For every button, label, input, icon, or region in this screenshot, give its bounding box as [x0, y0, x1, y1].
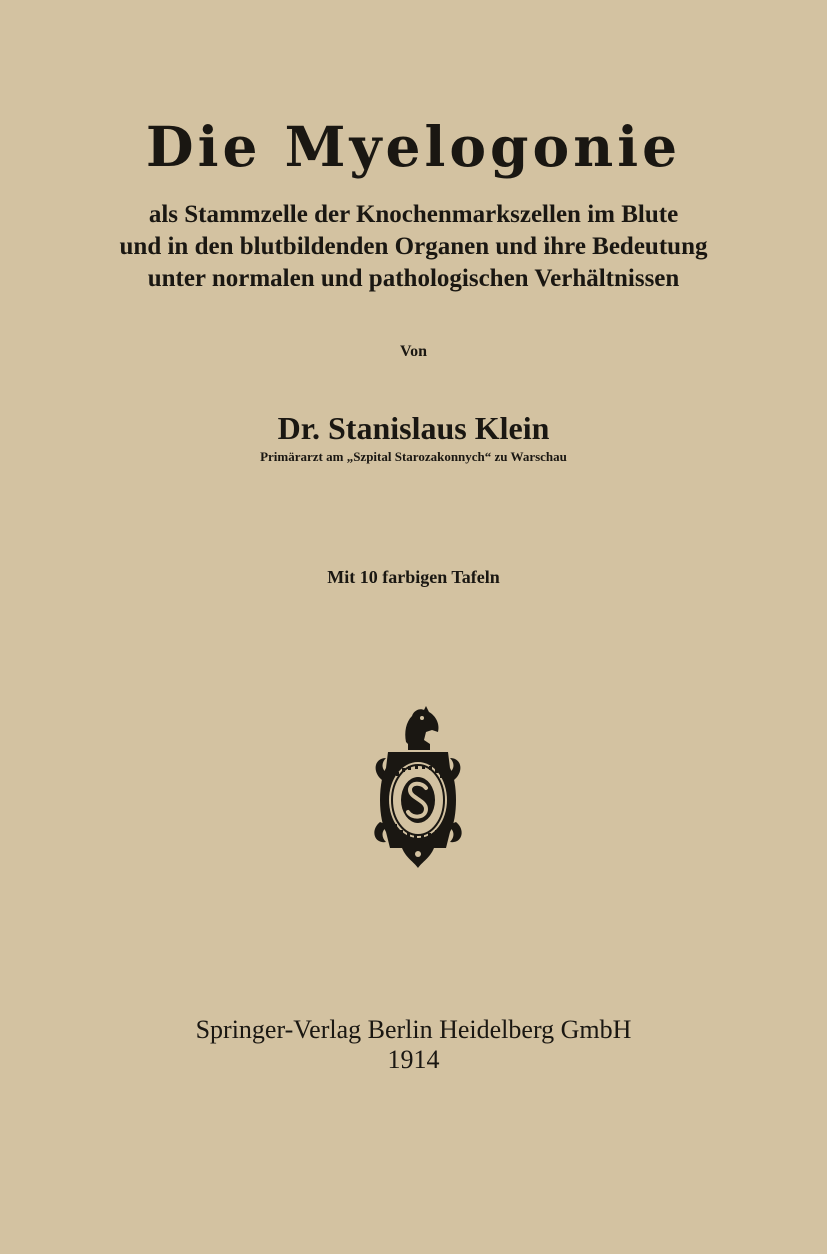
publication-year: 1914 [387, 1045, 440, 1074]
plates-note: Mit 10 farbigen Tafeln [327, 567, 500, 587]
springer-knight-seal-icon [366, 702, 470, 872]
book-title: Die Myelogonie [145, 114, 682, 179]
by-label: Von [400, 343, 427, 360]
book-subtitle [0, 199, 827, 295]
author-name: Dr. Stanislaus Klein [277, 410, 550, 446]
subtitle-line-2: und in den blutbildenden Organen und ihre Bedeutung [119, 233, 708, 260]
author-affiliation: Primärarzt am „Szpital Starozakonnych“ zu Warschau [260, 449, 567, 464]
publisher-name: Springer-Verlag Berlin Heidelberg GmbH [195, 1015, 632, 1044]
subtitle-line-1: als Stammzelle der Knochenmarkszellen im Blute [148, 201, 679, 228]
subtitle-line-3: unter normalen und pathologischen Verhältnissen [147, 265, 680, 292]
